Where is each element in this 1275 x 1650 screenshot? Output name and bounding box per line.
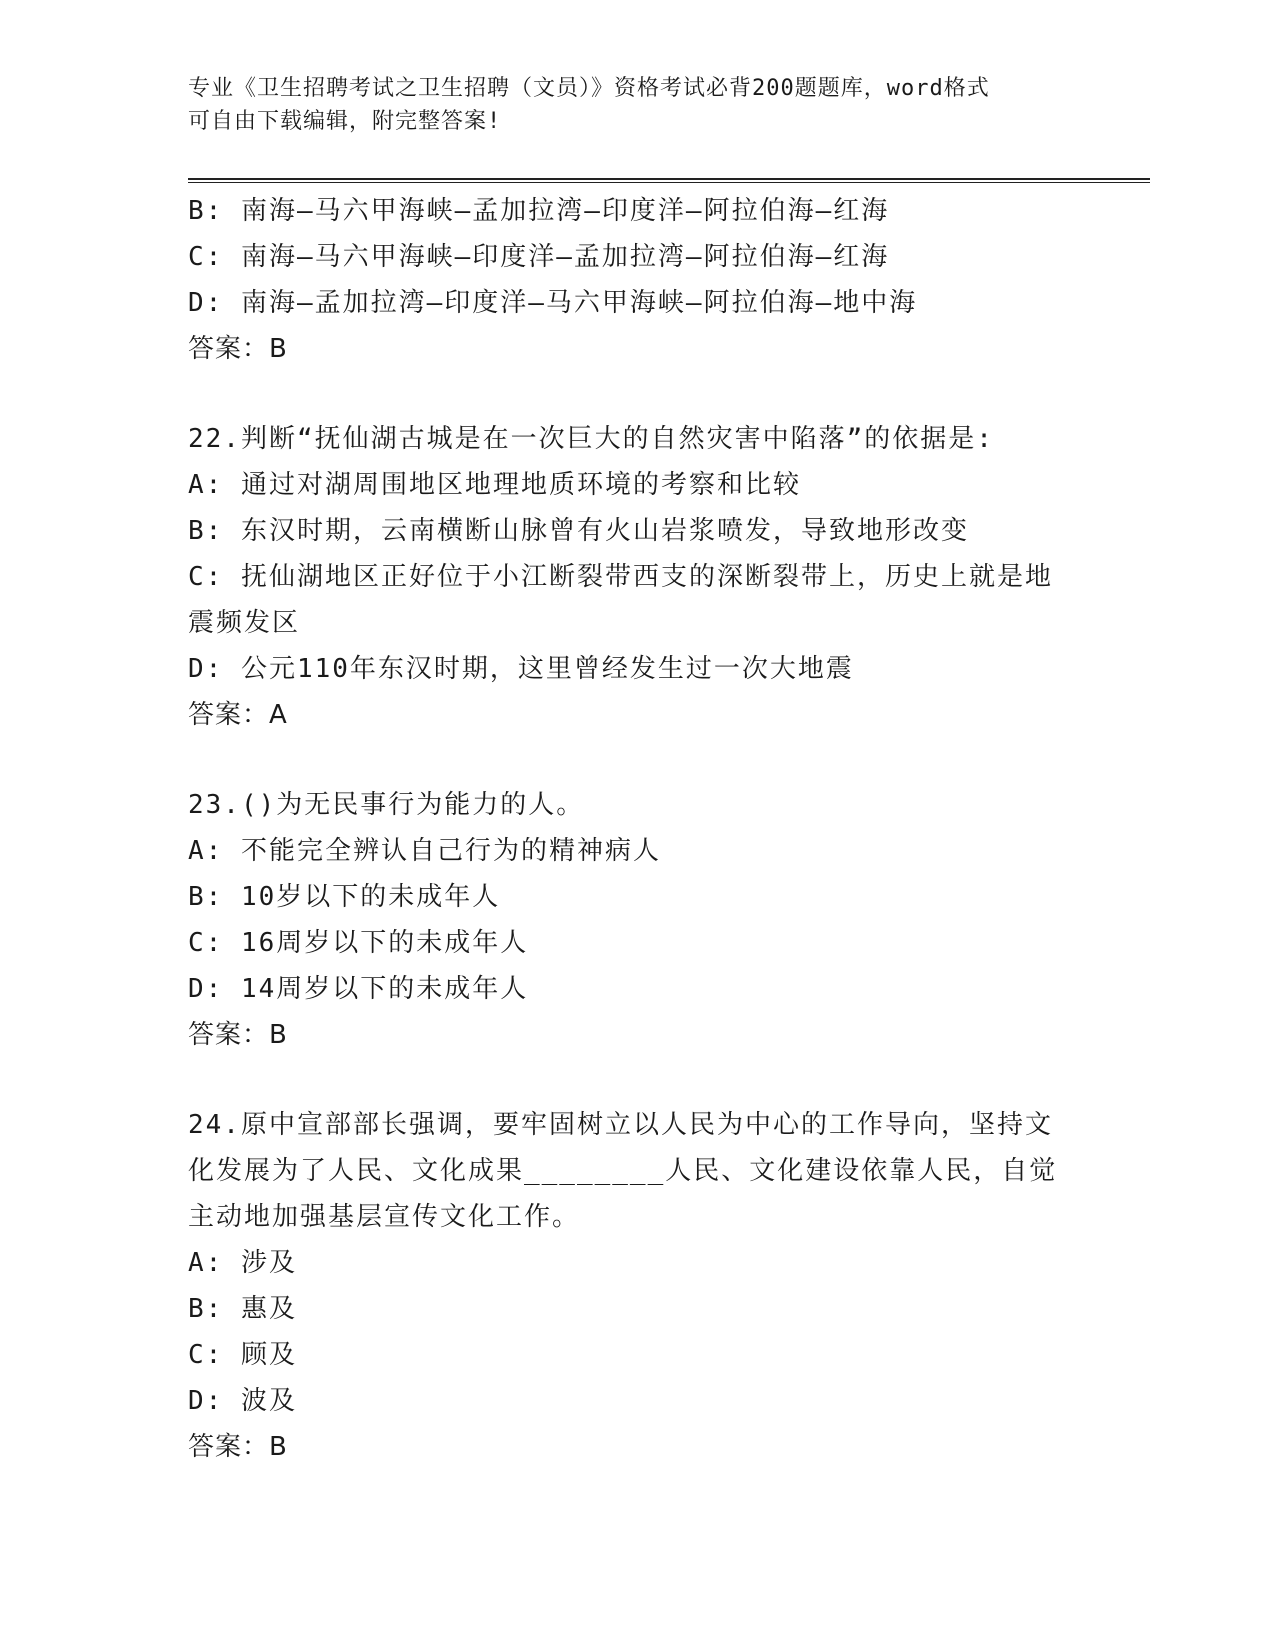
option-b: B: 惠及 [188,1294,297,1324]
option-c: C: 顾及 [188,1340,297,1370]
option-c-line-2: 震频发区 [188,608,301,638]
option-a: A: 不能完全辨认自己行为的精神病人 [188,836,661,866]
answer: 答案：B [188,1020,288,1050]
option-d: D: 波及 [188,1386,297,1416]
question-22 [188,416,1088,738]
option-d: D: 14周岁以下的未成年人 [188,974,529,1004]
header-line-2: 可自由下载编辑，附完整答案! [188,109,502,134]
option-c-line-1: C: 抚仙湖地区正好位于小江断裂带西支的深断裂带上，历史上就是地 [188,562,1053,592]
question-list [188,188,1088,1470]
option-a: A: 通过对湖周围地区地理地质环境的考察和比较 [188,470,801,500]
question-text-line-1: 24.原中宣部部长强调，要牢固树立以人民为中心的工作导向，坚持文 [188,1110,1053,1140]
answer: 答案：B [188,1432,288,1462]
option-a: A: 涉及 [188,1248,297,1278]
header-divider [188,178,1150,183]
header-line-1: 专业《卫生招聘考试之卫生招聘（文员）》资格考试必背200题题库，word格式 [188,76,990,101]
option-d: D: 南海—孟加拉湾—印度洋—马六甲海峡—阿拉伯海—地中海 [188,288,918,318]
question-23 [188,782,1088,1058]
question-text-line-3: 主动地加强基层宣传文化工作。 [188,1202,581,1232]
question-21 [188,188,1088,372]
question-text-line-2: 化发展为了人民、文化成果________人民、文化建设依靠人民，自觉 [188,1156,1058,1186]
option-b: B: 东汉时期，云南横断山脉曾有火山岩浆喷发，导致地形改变 [188,516,969,546]
question-text: 22.判断“抚仙湖古城是在一次巨大的自然灾害中陷落”的依据是: [188,424,994,454]
question-24 [188,1102,1088,1470]
answer: 答案：A [188,700,288,730]
option-b: B: 南海—马六甲海峡—孟加拉湾—印度洋—阿拉伯海—红海 [188,196,890,226]
answer: 答案：B [188,334,288,364]
option-b: B: 10岁以下的未成年人 [188,882,501,912]
option-c: C: 南海—马六甲海峡—印度洋—孟加拉湾—阿拉伯海—红海 [188,242,890,272]
option-c: C: 16周岁以下的未成年人 [188,928,529,958]
document-header [188,72,1088,138]
option-d: D: 公元110年东汉时期，这里曾经发生过一次大地震 [188,654,854,684]
question-text: 23.()为无民事行为能力的人。 [188,790,585,820]
